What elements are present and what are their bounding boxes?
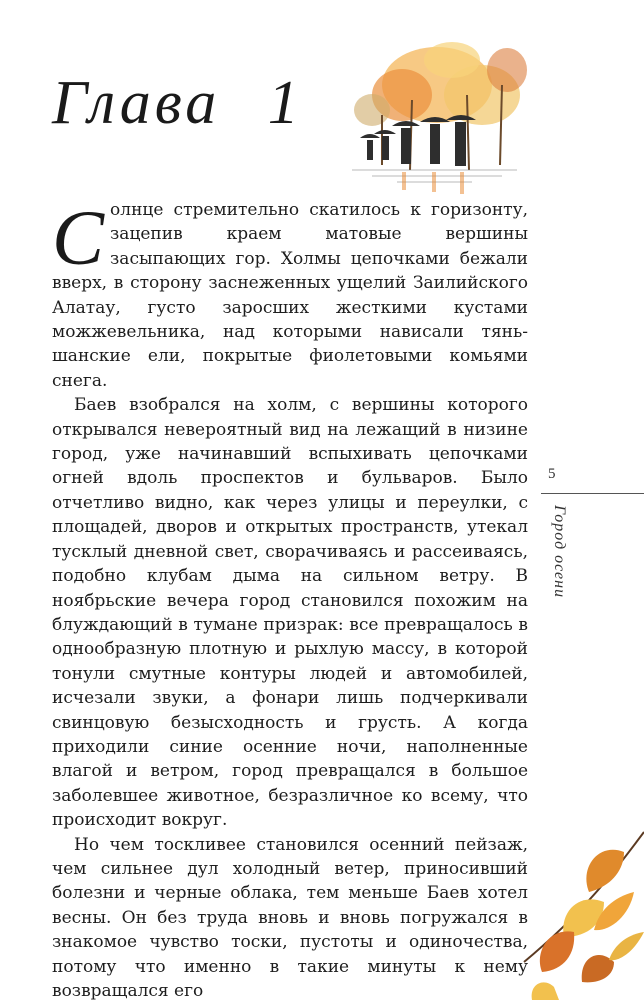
autumn-leaves-decoration [504,812,644,1000]
chapter-body [52,194,528,1003]
paragraph-1-text: олнце стремительно скатилось к горизонту, зацепив краем матовые вершины засыпающих гор. Холмы цепочками бежали вверх, в сторону заснеженных ущелий Заилийского Алатау, густо заросших жесткими кустами можжевельника, над которыми нависали тянь-шанские ели, покрытые фиолетовыми комьями снега. [52,200,528,391]
chapter-title: Глава 1 [52,69,303,137]
running-head-book-title: Город осени [551,505,568,599]
paragraph-3: Но чем тоскливее становился осенний пейзаж, чем сильнее дул холодный ветер, приносивший болезни и черные облака, тем меньше Баев хотел весны. Он без труда вновь и вновь погружался в знакомое чувство тоски, пустоты и одиночества, потому что именно в такие минуты к нему возвращался его [52,834,528,1001]
paragraph-1 [52,194,528,393]
paragraph-2: Баев взобрался на холм, с вершины которого открывался невероятный вид на лежащий в низине город, уже начинавший вспыхивать цепочками огней вдоль проспектов и бульваров. Было отчетливо видно, как через улицы и переулки, с площадей, дворов и открытых пространств, утекал тусклый дневной свет, сворачиваясь и рассеиваясь, подобно клубам дыма на сильном ветру. В ноябрьские вечера город становился похожим на блуждающий в тумане призрак: все превращалось в однообразную плотную и рыхлую массу, в которой тонули смутные контуры людей и автомобилей, исчезали звуки, а фонари лишь подчеркивали свинцовую безысходность и грусть. А когда приходили синие осенние ночи, наполненные влагой и ветром, город превращался в большое заболевшее животное, безразличное ко всему, что происходит вокруг. [52,395,528,831]
side-rule-divider [541,493,644,494]
autumn-park-illustration [342,40,527,200]
drop-cap: С [52,194,105,281]
page-number: 5 [548,466,556,482]
